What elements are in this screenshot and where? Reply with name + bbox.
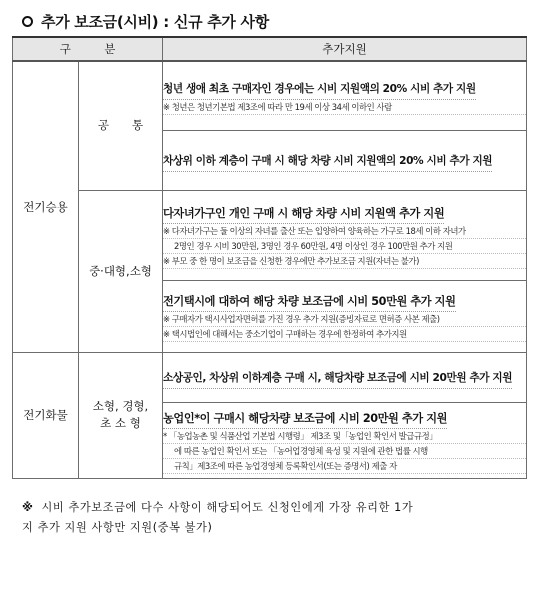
support-note: 2명인 경우 시비 30만원, 3명인 경우 60만원, 4명 이상인 경우 100만원 추가 지원 (163, 239, 526, 254)
table-row (13, 61, 527, 130)
support-note: ※ 부모 중 한 명이 보조금을 신청한 경우에만 추가보조금 지원(자녀는 불가) (163, 254, 526, 269)
support-main: 다자녀가구인 개인 구매 시 해당 차량 시비 지원액 추가 지원 (163, 205, 444, 224)
subcategory-small-light-micro: 소형, 경형, 초 소 형 (79, 352, 163, 478)
support-note: ※ 다자녀가구는 둘 이상의 자녀를 출산 또는 입양하여 양육하는 가구로 18세 이하 자녀가 (163, 224, 526, 239)
support-item (163, 130, 527, 190)
support-note: 에 따른 농업인 확인서 또는 「농어업경영체 육성 및 지원에 관한 법률 시행 (163, 444, 526, 459)
circle-bullet-icon (22, 16, 33, 27)
category-ev-passenger: 전기승용 (13, 61, 79, 352)
section-heading (22, 8, 269, 34)
table-row (13, 352, 527, 402)
support-item (163, 280, 527, 352)
heading-text: 추가 보조금(시비) : 신규 추가 사항 (41, 12, 269, 31)
footnote-line-2: 지 추가 지원 사항만 지원(중복 불가) (22, 521, 213, 534)
category-ev-cargo: 전기화물 (13, 352, 79, 478)
support-note: * 「농업농촌 및 식품산업 기본법 시행령」 제3조 및「농업인 확인서 발급규정」 (163, 429, 526, 444)
header-category: 구 분 (13, 37, 163, 61)
support-item (163, 61, 527, 130)
subsidy-table (12, 36, 527, 479)
support-note: ※ 청년은 청년기본법 제3조에 따라 만 19세 이상 34세 이하인 사람 (163, 100, 526, 115)
support-note: ※ 구매자가 택시사업자면허를 가진 경우 추가 지원(증빙자료로 면허증 사본 제출) (163, 312, 526, 327)
subcategory-common: 공 통 (79, 61, 163, 190)
support-item (163, 402, 527, 478)
support-main: 차상위 이하 계층이 구매 시 해당 차량 시비 지원액의 20% 시비 추가 지원 (163, 153, 492, 172)
support-note: ※ 택시법인에 대해서는 중소기업이 구매하는 경우에 한정하여 추가지원 (163, 327, 526, 342)
footnote-line-1: 시비 추가보조금에 다수 사항이 해당되어도 신청인에게 가장 유리한 1가 (41, 501, 414, 514)
support-note: 규칙」제3조에 따른 농업경영체 등록확인서(또는 증명서) 제출 자 (163, 459, 526, 474)
support-main: 농업인*이 구매시 해당차량 보조금에 시비 20만원 추가 지원 (163, 410, 447, 429)
footnote (22, 498, 527, 538)
header-support: 추가지원 (163, 37, 527, 61)
support-item (163, 352, 527, 402)
table-header-row (13, 37, 527, 61)
subcategory-mid-large-small: 중·대형,소형 (79, 190, 163, 352)
support-main: 전기택시에 대하여 해당 차량 보조금에 시비 50만원 추가 지원 (163, 293, 456, 312)
table-row (13, 190, 527, 280)
support-main: 소상공인, 차상위 이하계층 구매 시, 해당차량 보조금에 시비 20만원 추가 지원 (163, 370, 512, 389)
reference-mark-icon: ※ (22, 501, 34, 514)
support-item (163, 190, 527, 280)
support-main: 청년 생애 최초 구매자인 경우에는 시비 지원액의 20% 시비 추가 지원 (163, 81, 476, 100)
